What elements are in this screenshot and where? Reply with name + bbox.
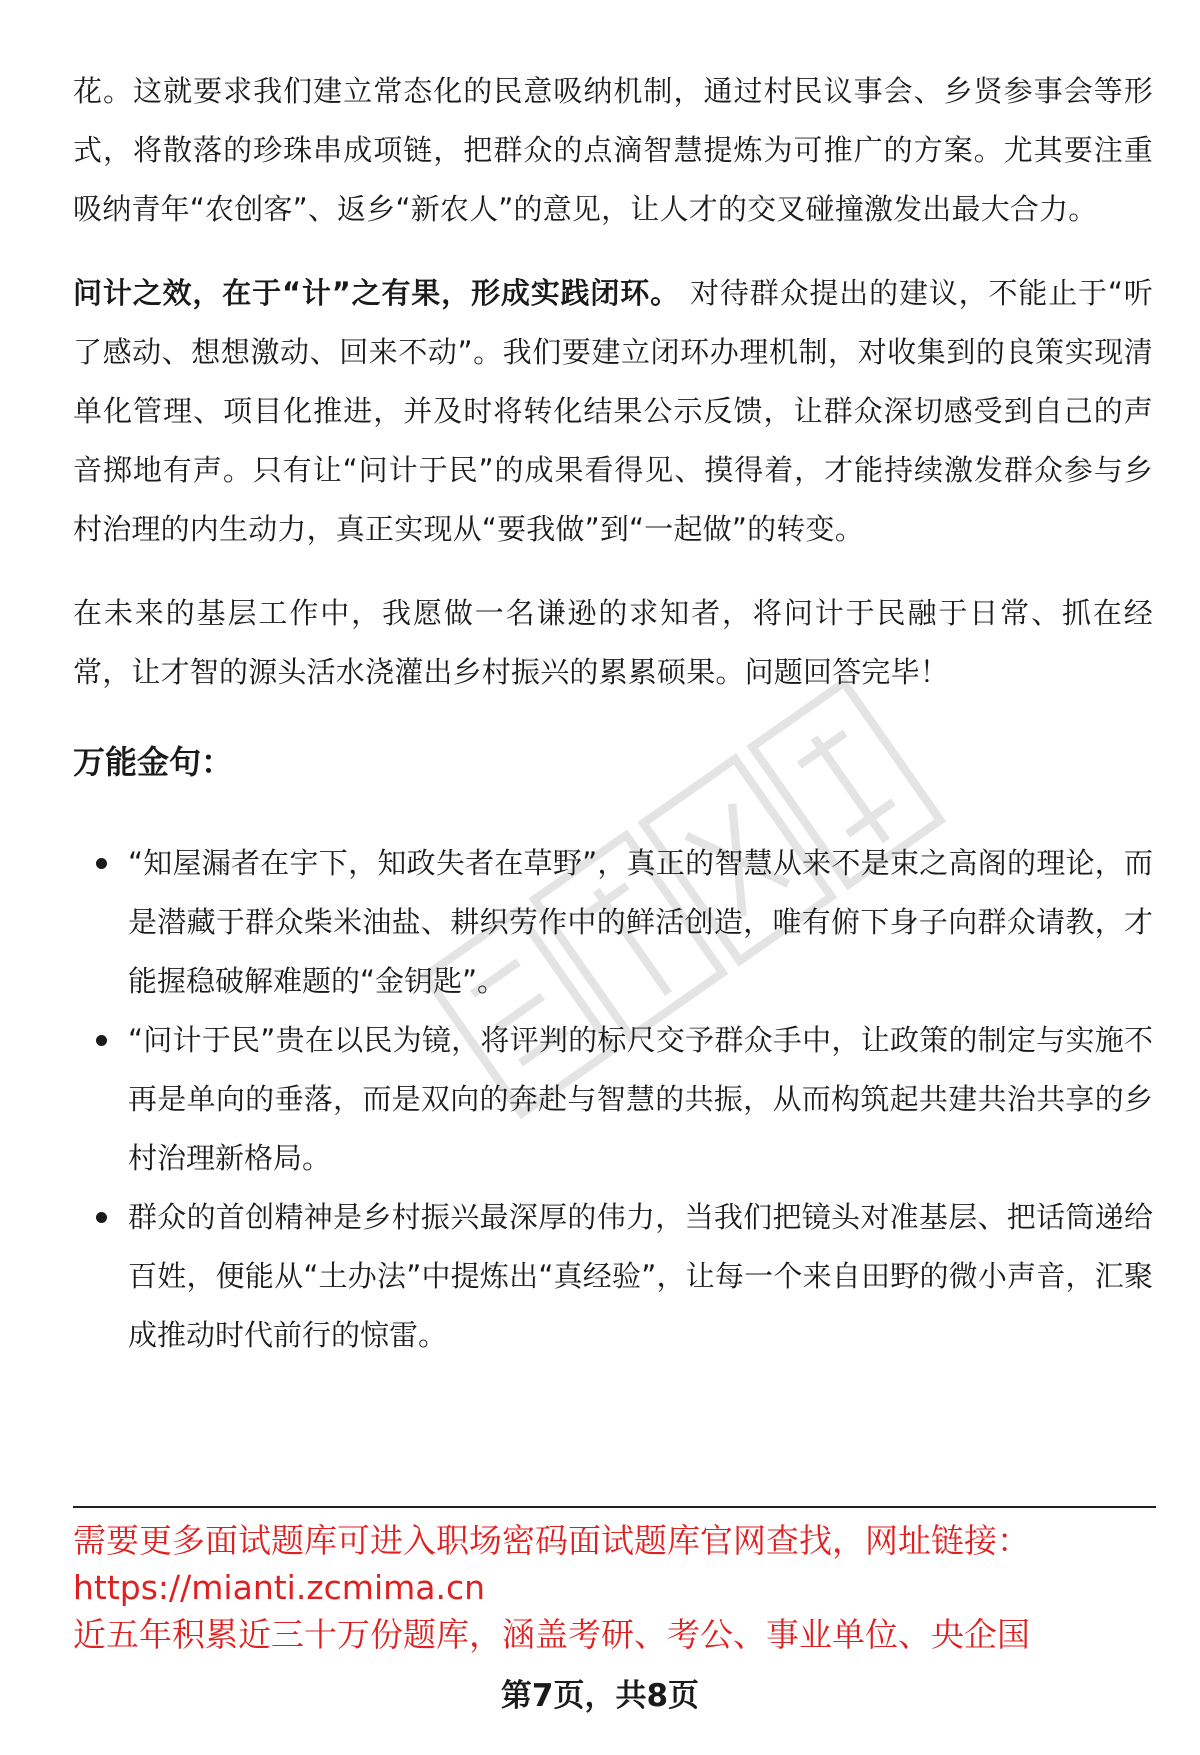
paragraph-3: 在未来的基层工作中，我愿做一名谦逊的求知者，将问计于民融于日常、抓在经常，让才智的源头活水浇灌出乡村振兴的累累硕果。问题回答完毕！ — [73, 596, 1153, 689]
quote-list — [73, 834, 1153, 1365]
list-item — [73, 1188, 1153, 1365]
list-item — [73, 834, 1153, 1011]
paragraph-2 — [73, 264, 1153, 559]
bullet-icon — [96, 1035, 107, 1046]
paragraph-2-lead: 问计之效，在于“计”之有果，形成实践闭环。 — [73, 276, 680, 310]
promo-link[interactable]: https://mianti.zcmima.cn — [73, 1568, 486, 1607]
bullet-icon — [96, 858, 107, 869]
promo-block — [73, 1517, 1163, 1658]
quote-text: 群众的首创精神是乡村振兴最深厚的伟力，当我们把镜头对准基层、把话筒递给百姓，便能从“土办法”中提炼出“真经验”，让每一个来自田野的微小声音，汇聚成推动时代前行的惊雷。 — [128, 1200, 1153, 1352]
bullet-icon — [96, 1212, 107, 1223]
quote-text: “知屋漏者在宇下，知政失者在草野”，真正的智慧从来不是束之高阁的理论，而是潜藏于群众柴米油盐、耕织劳作中的鲜活创造，唯有俯下身子向群众请教，才能握稳破解难题的“金钥匙”。 — [128, 846, 1153, 998]
quote-text: “问计于民”贵在以民为镜，将评判的标尺交予群众手中，让政策的制定与实施不再是单向的垂落，而是双向的奔赴与智慧的共振，从而构筑起共建共治共享的乡村治理新格局。 — [128, 1023, 1153, 1175]
divider-line — [73, 1506, 1156, 1508]
list-item — [73, 1011, 1153, 1188]
paragraph-1: 花。这就要求我们建立常态化的民意吸纳机制，通过村民议事会、乡贤参事会等形式，将散落的珍珠串成项链，把群众的点滴智慧提炼为可推广的方案。尤其要注重吸纳青年“农创客”、返乡“新农人”的意见，让人才的交叉碰撞激发出最大合力。 — [73, 74, 1153, 226]
page-number: 第7页，共8页 — [500, 1678, 700, 1714]
promo-line-1: 需要更多面试题库可进入职场密码面试题库官网查找，网址链接： — [73, 1521, 1030, 1560]
section-heading: 万能金句： — [73, 743, 234, 781]
main-content — [73, 62, 1153, 1365]
paragraph-2-body: 对待群众提出的建议，不能止于“听了感动、想想激动、回来不动”。我们要建立闭环办理机制，对收集到的良策实现清单化管理、项目化推进，并及时将转化结果公示反馈，让群众深切感受到自己的声音掷地有声。只有让“问计于民”的成果看得见、摸得着，才能持续激发群众参与乡村治理的内生动力，真正实现从“要我做”到“一起做”的转变。 — [73, 276, 1153, 546]
promo-line-3: 近五年积累近三十万份题库，涵盖考研、考公、事业单位、央企国 — [73, 1615, 1030, 1654]
